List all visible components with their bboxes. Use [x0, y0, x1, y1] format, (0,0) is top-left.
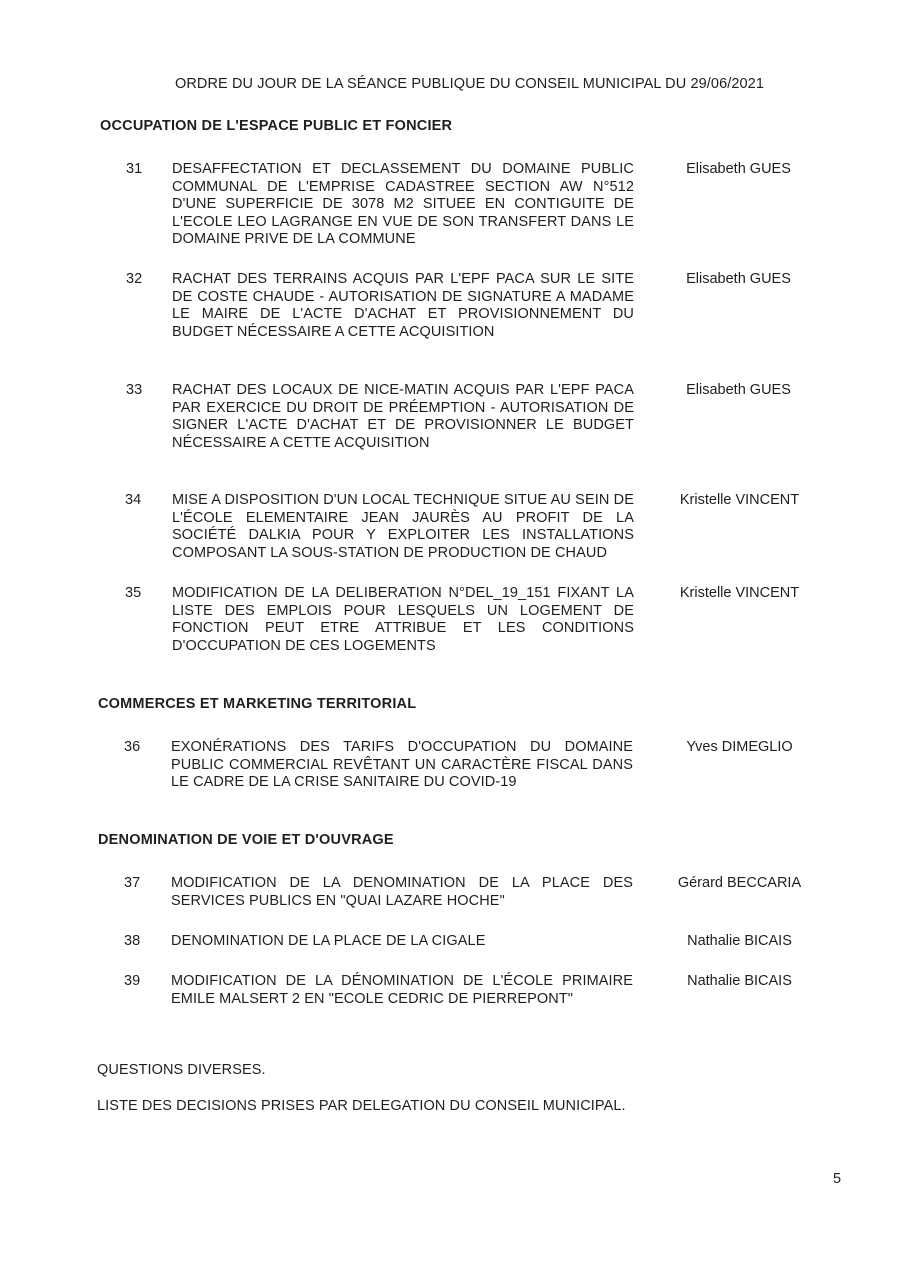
section-title-commerces: COMMERCES ET MARKETING TERRITORIAL — [98, 696, 417, 712]
item-rapporteur: Kristelle VINCENT — [679, 492, 800, 508]
section-title-denomination: DENOMINATION DE VOIE ET D'OUVRAGE — [98, 832, 394, 848]
questions-diverses: QUESTIONS DIVERSES. — [97, 1062, 266, 1078]
item-number: 37 — [124, 875, 141, 891]
item-rapporteur: Yves DIMEGLIO — [686, 739, 793, 755]
item-text: MODIFICATION DE LA DELIBERATION N°DEL_19_151 FIXANT LA LISTE DES EMPLOIS POUR LESQUELS UN LOGEMENT DE FONCTION PEUT ETRE ATTRIBUE ET LES CONDITIONS D'OCCUPATION DE CES LOGEMENTS — [172, 585, 634, 654]
item-text: RACHAT DES TERRAINS ACQUIS PAR L'EPF PACA SUR LE SITE DE COSTE CHAUDE - AUTORISATION DE SIGNATURE A MADAME LE MAIRE DE L'ACTE D'ACHAT ET PROVISIONNEMENT DU BUDGET NÉCESSAIRE A CETTE ACQUISITION — [172, 271, 634, 340]
item-number: 36 — [124, 739, 141, 755]
section-title-occupation: OCCUPATION DE L'ESPACE PUBLIC ET FONCIER — [100, 118, 453, 134]
item-rapporteur: Elisabeth GUES — [686, 382, 791, 398]
item-text: MODIFICATION DE LA DENOMINATION DE LA PLACE DES SERVICES PUBLICS EN "QUAI LAZARE HOCHE" — [171, 875, 633, 909]
item-rapporteur: Elisabeth GUES — [686, 271, 791, 287]
item-rapporteur: Gérard BECCARIA — [677, 875, 802, 891]
decisions-list: LISTE DES DECISIONS PRISES PAR DELEGATION DU CONSEIL MUNICIPAL. — [97, 1098, 626, 1114]
item-number: 39 — [124, 973, 141, 989]
item-number: 32 — [126, 271, 143, 287]
item-rapporteur: Kristelle VINCENT — [679, 585, 800, 601]
item-rapporteur: Nathalie BICAIS — [687, 933, 792, 949]
item-rapporteur: Elisabeth GUES — [686, 161, 791, 177]
item-text: MISE A DISPOSITION D'UN LOCAL TECHNIQUE SITUE AU SEIN DE L'ÉCOLE ELEMENTAIRE JEAN JAURÈS AU PROFIT DE LA SOCIÉTÉ DALKIA POUR Y EXPLOITER LES INSTALLATIONS COMPOSANT LA SOUS-STATION DE PRODUCTION DE CHAUD — [172, 492, 634, 561]
item-text: DENOMINATION DE LA PLACE DE LA CIGALE — [171, 933, 486, 949]
item-text: RACHAT DES LOCAUX DE NICE-MATIN ACQUIS PAR L'EPF PACA PAR EXERCICE DU DROIT DE PRÉEMPTION - AUTORISATION DE SIGNER L'ACTE D'ACHAT ET DE PROVISIONNER LE BUDGET NÉCESSAIRE A CETTE ACQUISITION — [172, 382, 634, 451]
item-number: 35 — [125, 585, 142, 601]
item-number: 33 — [126, 382, 143, 398]
item-rapporteur: Nathalie BICAIS — [687, 973, 792, 989]
page-number: 5 — [833, 1171, 842, 1187]
item-text: MODIFICATION DE LA DÉNOMINATION DE L'ÉCOLE PRIMAIRE EMILE MALSERT 2 EN "ECOLE CEDRIC DE PIERREPONT" — [171, 973, 633, 1007]
item-number: 38 — [124, 933, 141, 949]
document-title: ORDRE DU JOUR DE LA SÉANCE PUBLIQUE DU CONSEIL MUNICIPAL DU 29/06/2021 — [174, 76, 765, 92]
item-text: DESAFFECTATION ET DECLASSEMENT DU DOMAINE PUBLIC COMMUNAL DE L'EMPRISE CADASTREE SECTION AW N°512 D'UNE SUPERFICIE DE 3078 M2 SITUEE EN CONTIGUITE DE L'ECOLE LEO LAGRANGE EN VUE DE SON TRANSFERT DANS LE DOMAINE PRIVE DE LA COMMUNE — [172, 161, 634, 248]
item-number: 31 — [126, 161, 143, 177]
item-number: 34 — [125, 492, 142, 508]
item-text: EXONÉRATIONS DES TARIFS D'OCCUPATION DU DOMAINE PUBLIC COMMERCIAL REVÊTANT UN CARACTÈRE FISCAL DANS LE CADRE DE LA CRISE SANITAIRE DU COVID-19 — [171, 739, 633, 791]
